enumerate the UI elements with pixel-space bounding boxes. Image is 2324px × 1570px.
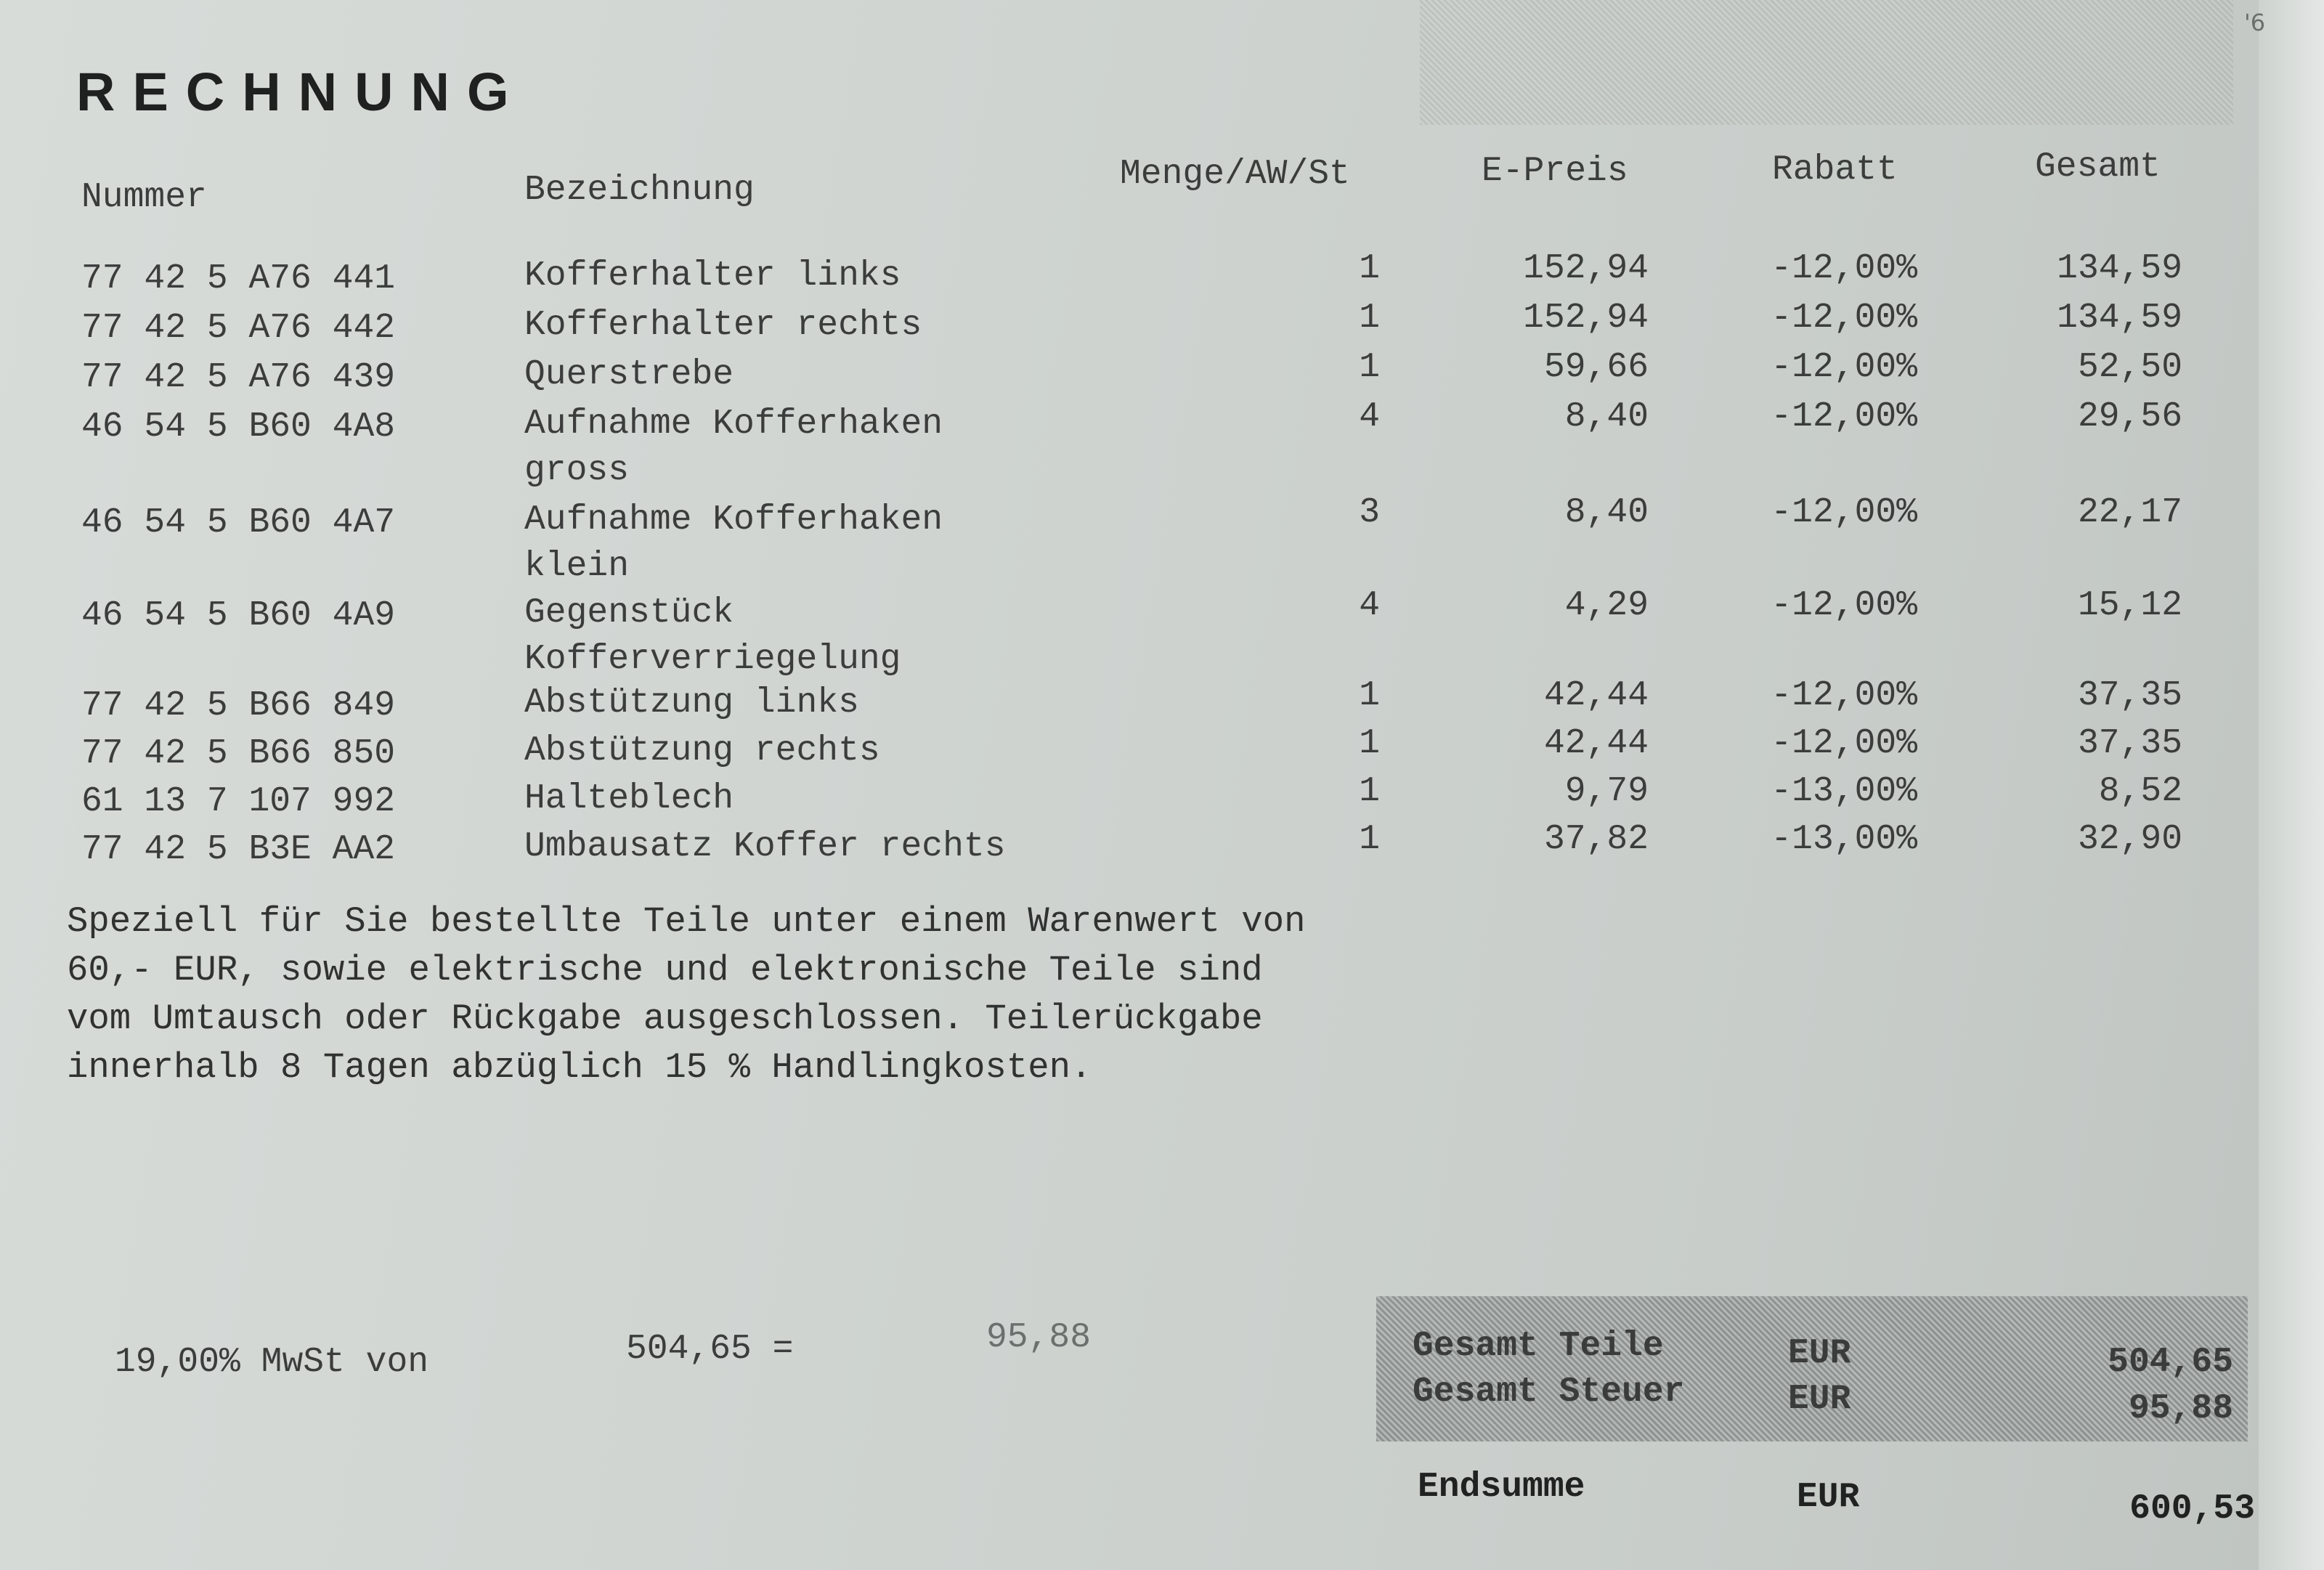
cell-nummer: 77 42 5 B3E AA2	[81, 830, 396, 869]
total-tax-currency: EUR	[1788, 1380, 1851, 1419]
cell-gesamt: 32,90	[2077, 820, 2182, 859]
cell-bezeichnung: Kofferhalter rechts	[524, 306, 922, 345]
cell-gesamt: 37,35	[2077, 676, 2182, 715]
note-line: 60,- EUR, sowie elektrische und elektronische Teile sind	[67, 950, 1263, 991]
tax-amount: 95,88	[986, 1318, 1092, 1357]
cell-rabatt: -13,00%	[1771, 820, 1917, 859]
cell-nummer: 46 54 5 B60 4A7	[81, 503, 396, 542]
cell-bezeichnung: Aufnahme Kofferhaken	[524, 500, 943, 540]
cell-menge: 1	[1359, 820, 1380, 859]
cell-gesamt: 134,59	[2057, 298, 2182, 338]
tax-base: 504,65 =	[626, 1330, 794, 1369]
cell-menge: 1	[1359, 348, 1380, 387]
cell-epreis: 9,79	[1564, 772, 1649, 811]
cell-menge: 1	[1359, 298, 1380, 338]
cell-epreis: 152,94	[1523, 249, 1649, 288]
cell-nummer: 77 42 5 B66 849	[81, 686, 396, 725]
shaded-header-area	[1420, 0, 2233, 125]
cell-rabatt: -12,00%	[1771, 586, 1917, 625]
total-tax-value: 95,88	[2128, 1389, 2233, 1428]
cell-epreis: 8,40	[1564, 493, 1649, 532]
note-line: vom Umtausch oder Rückgabe ausgeschlossen. Teilerückgabe	[67, 998, 1263, 1039]
total-tax-label: Gesamt Steuer	[1413, 1372, 1685, 1412]
header-epreis: E-Preis	[1482, 152, 1628, 191]
note-line: innerhalb 8 Tagen abzüglich 15 % Handlingkosten.	[67, 1047, 1092, 1088]
cell-rabatt: -12,00%	[1771, 397, 1917, 436]
cell-nummer: 77 42 5 B66 850	[81, 734, 396, 773]
cell-nummer: 77 42 5 A76 439	[81, 358, 396, 397]
cell-epreis: 42,44	[1543, 676, 1649, 715]
cell-rabatt: -12,00%	[1771, 493, 1917, 532]
header-nummer: Nummer	[81, 178, 207, 217]
cell-menge: 4	[1359, 586, 1380, 625]
cell-bezeichnung-line2: Kofferverriegelung	[524, 640, 901, 679]
cell-gesamt: 52,50	[2077, 348, 2182, 387]
cell-gesamt: 134,59	[2057, 249, 2182, 288]
total-parts-value: 504,65	[2108, 1343, 2233, 1382]
invoice-title: RECHNUNG	[76, 62, 527, 122]
cell-epreis: 152,94	[1523, 298, 1649, 338]
cell-bezeichnung: Aufnahme Kofferhaken	[524, 404, 943, 444]
header-menge: Menge/AW/St	[1120, 155, 1350, 194]
cell-nummer: 46 54 5 B60 4A8	[81, 407, 396, 447]
cell-gesamt: 22,17	[2077, 493, 2182, 532]
corner-mark: '6	[2244, 9, 2266, 36]
cell-menge: 1	[1359, 724, 1380, 763]
cell-bezeichnung: Abstützung rechts	[524, 731, 880, 770]
cell-bezeichnung-line2: klein	[524, 547, 630, 586]
cell-menge: 3	[1359, 493, 1380, 532]
cell-rabatt: -12,00%	[1771, 249, 1917, 288]
cell-gesamt: 15,12	[2077, 586, 2182, 625]
cell-rabatt: -12,00%	[1771, 724, 1917, 763]
cell-epreis: 4,29	[1564, 586, 1649, 625]
cell-bezeichnung: Abstützung links	[524, 683, 859, 723]
cell-bezeichnung: Kofferhalter links	[524, 256, 901, 296]
cell-epreis: 42,44	[1543, 724, 1649, 763]
cell-menge: 1	[1359, 772, 1380, 811]
header-rabatt: Rabatt	[1772, 150, 1898, 190]
cell-rabatt: -12,00%	[1771, 298, 1917, 338]
cell-epreis: 8,40	[1564, 397, 1649, 436]
cell-rabatt: -13,00%	[1771, 772, 1917, 811]
grand-total-label: Endsumme	[1418, 1468, 1585, 1507]
cell-nummer: 61 13 7 107 992	[81, 782, 396, 821]
cell-nummer: 77 42 5 A76 441	[81, 259, 396, 298]
cell-bezeichnung: Halteblech	[524, 779, 734, 818]
total-parts-label: Gesamt Teile	[1413, 1327, 1664, 1366]
cell-epreis: 37,82	[1543, 820, 1649, 859]
cell-bezeichnung: Umbausatz Koffer rechts	[524, 827, 1006, 866]
cell-menge: 4	[1359, 397, 1380, 436]
header-bezeichnung: Bezeichnung	[524, 171, 755, 210]
cell-rabatt: -12,00%	[1771, 348, 1917, 387]
cell-rabatt: -12,00%	[1771, 676, 1917, 715]
cell-menge: 1	[1359, 676, 1380, 715]
header-gesamt: Gesamt	[2035, 147, 2161, 187]
page-edge	[2259, 0, 2324, 1570]
grand-total-currency: EUR	[1797, 1478, 1860, 1517]
cell-gesamt: 37,35	[2077, 724, 2182, 763]
cell-gesamt: 8,52	[2098, 772, 2182, 811]
cell-bezeichnung: Querstrebe	[524, 355, 734, 394]
cell-bezeichnung-line2: gross	[524, 451, 630, 490]
tax-label: 19,00% MwSt von	[115, 1343, 429, 1382]
cell-menge: 1	[1359, 249, 1380, 288]
cell-bezeichnung: Gegenstück	[524, 593, 734, 633]
total-parts-currency: EUR	[1788, 1334, 1851, 1373]
note-line: Speziell für Sie bestellte Teile unter einem Warenwert von	[67, 901, 1306, 942]
cell-nummer: 46 54 5 B60 4A9	[81, 596, 396, 635]
cell-nummer: 77 42 5 A76 442	[81, 309, 396, 348]
grand-total-value: 600,53	[2129, 1489, 2255, 1529]
terms-notes	[67, 901, 1306, 1099]
cell-epreis: 59,66	[1543, 348, 1649, 387]
cell-gesamt: 29,56	[2077, 397, 2182, 436]
